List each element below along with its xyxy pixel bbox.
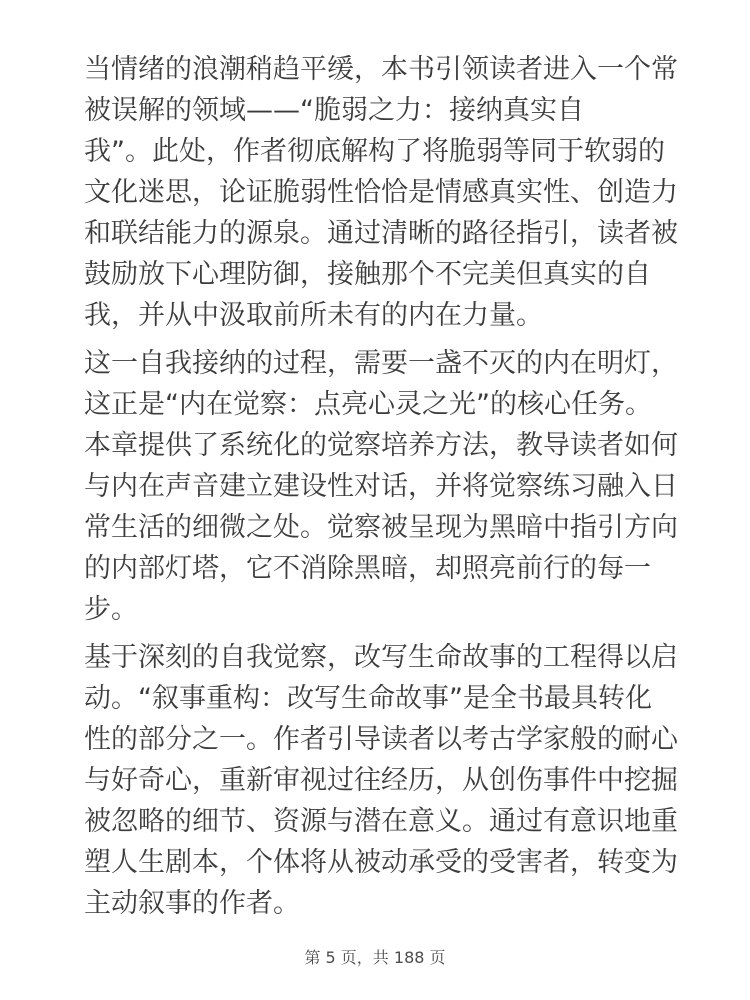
paragraph xyxy=(84,637,704,924)
text-line: 塑人生剧本，个体将从被动承受的受害者，转变为 xyxy=(84,847,678,878)
text-line: 本章提供了系统化的觉察培养方法，教导读者如何 xyxy=(84,430,678,461)
text-line: 这一自我接纳的过程，需要一盏不灭的内在明灯， xyxy=(84,348,678,379)
page-footer xyxy=(0,947,750,968)
text-line: 和联结能力的源泉。通过清晰的路径指引，读者被 xyxy=(84,218,678,249)
paragraph xyxy=(84,343,704,630)
text-line: 这正是“内在觉察：点亮心灵之光”的核心任务。 xyxy=(84,389,652,420)
page-number-label: 第 5 页，共 188 页 xyxy=(304,948,446,967)
page-content xyxy=(84,49,704,924)
text-line: 性的部分之一。作者引导读者以考古学家般的耐心 xyxy=(84,724,678,755)
text-line: 与内在声音建立建设性对话，并将觉察练习融入日 xyxy=(84,471,678,502)
text-line: 基于深刻的自我觉察，改写生命故事的工程得以启 xyxy=(84,642,678,673)
text-line: 与好奇心，重新审视过往经历，从创伤事件中挖掘 xyxy=(84,765,678,796)
text-line: 的内部灯塔，它不消除黑暗，却照亮前行的每一 xyxy=(84,553,651,584)
text-line: 动。“叙事重构：改写生命故事”是全书最具转化 xyxy=(84,683,652,714)
text-line: 文化迷思，论证脆弱性恰恰是情感真实性、创造力 xyxy=(84,177,678,208)
text-line: 我，并从中汲取前所未有的内在力量。 xyxy=(84,300,543,331)
paragraph xyxy=(84,49,704,336)
text-line: 步。 xyxy=(84,594,138,625)
text-line: 被误解的领域——“脆弱之力：接纳真实自 xyxy=(84,95,584,126)
text-line: 常生活的细微之处。觉察被呈现为黑暗中指引方向 xyxy=(84,512,678,543)
text-line: 当情绪的浪潮稍趋平缓，本书引领读者进入一个常 xyxy=(84,54,678,85)
text-line: 主动叙事的作者。 xyxy=(84,888,300,919)
text-line: 鼓励放下心理防御，接触那个不完美但真实的自 xyxy=(84,259,651,290)
text-line: 我”。此处，作者彻底解构了将脆弱等同于软弱的 xyxy=(84,136,665,167)
text-line: 被忽略的细节、资源与潜在意义。通过有意识地重 xyxy=(84,806,678,837)
